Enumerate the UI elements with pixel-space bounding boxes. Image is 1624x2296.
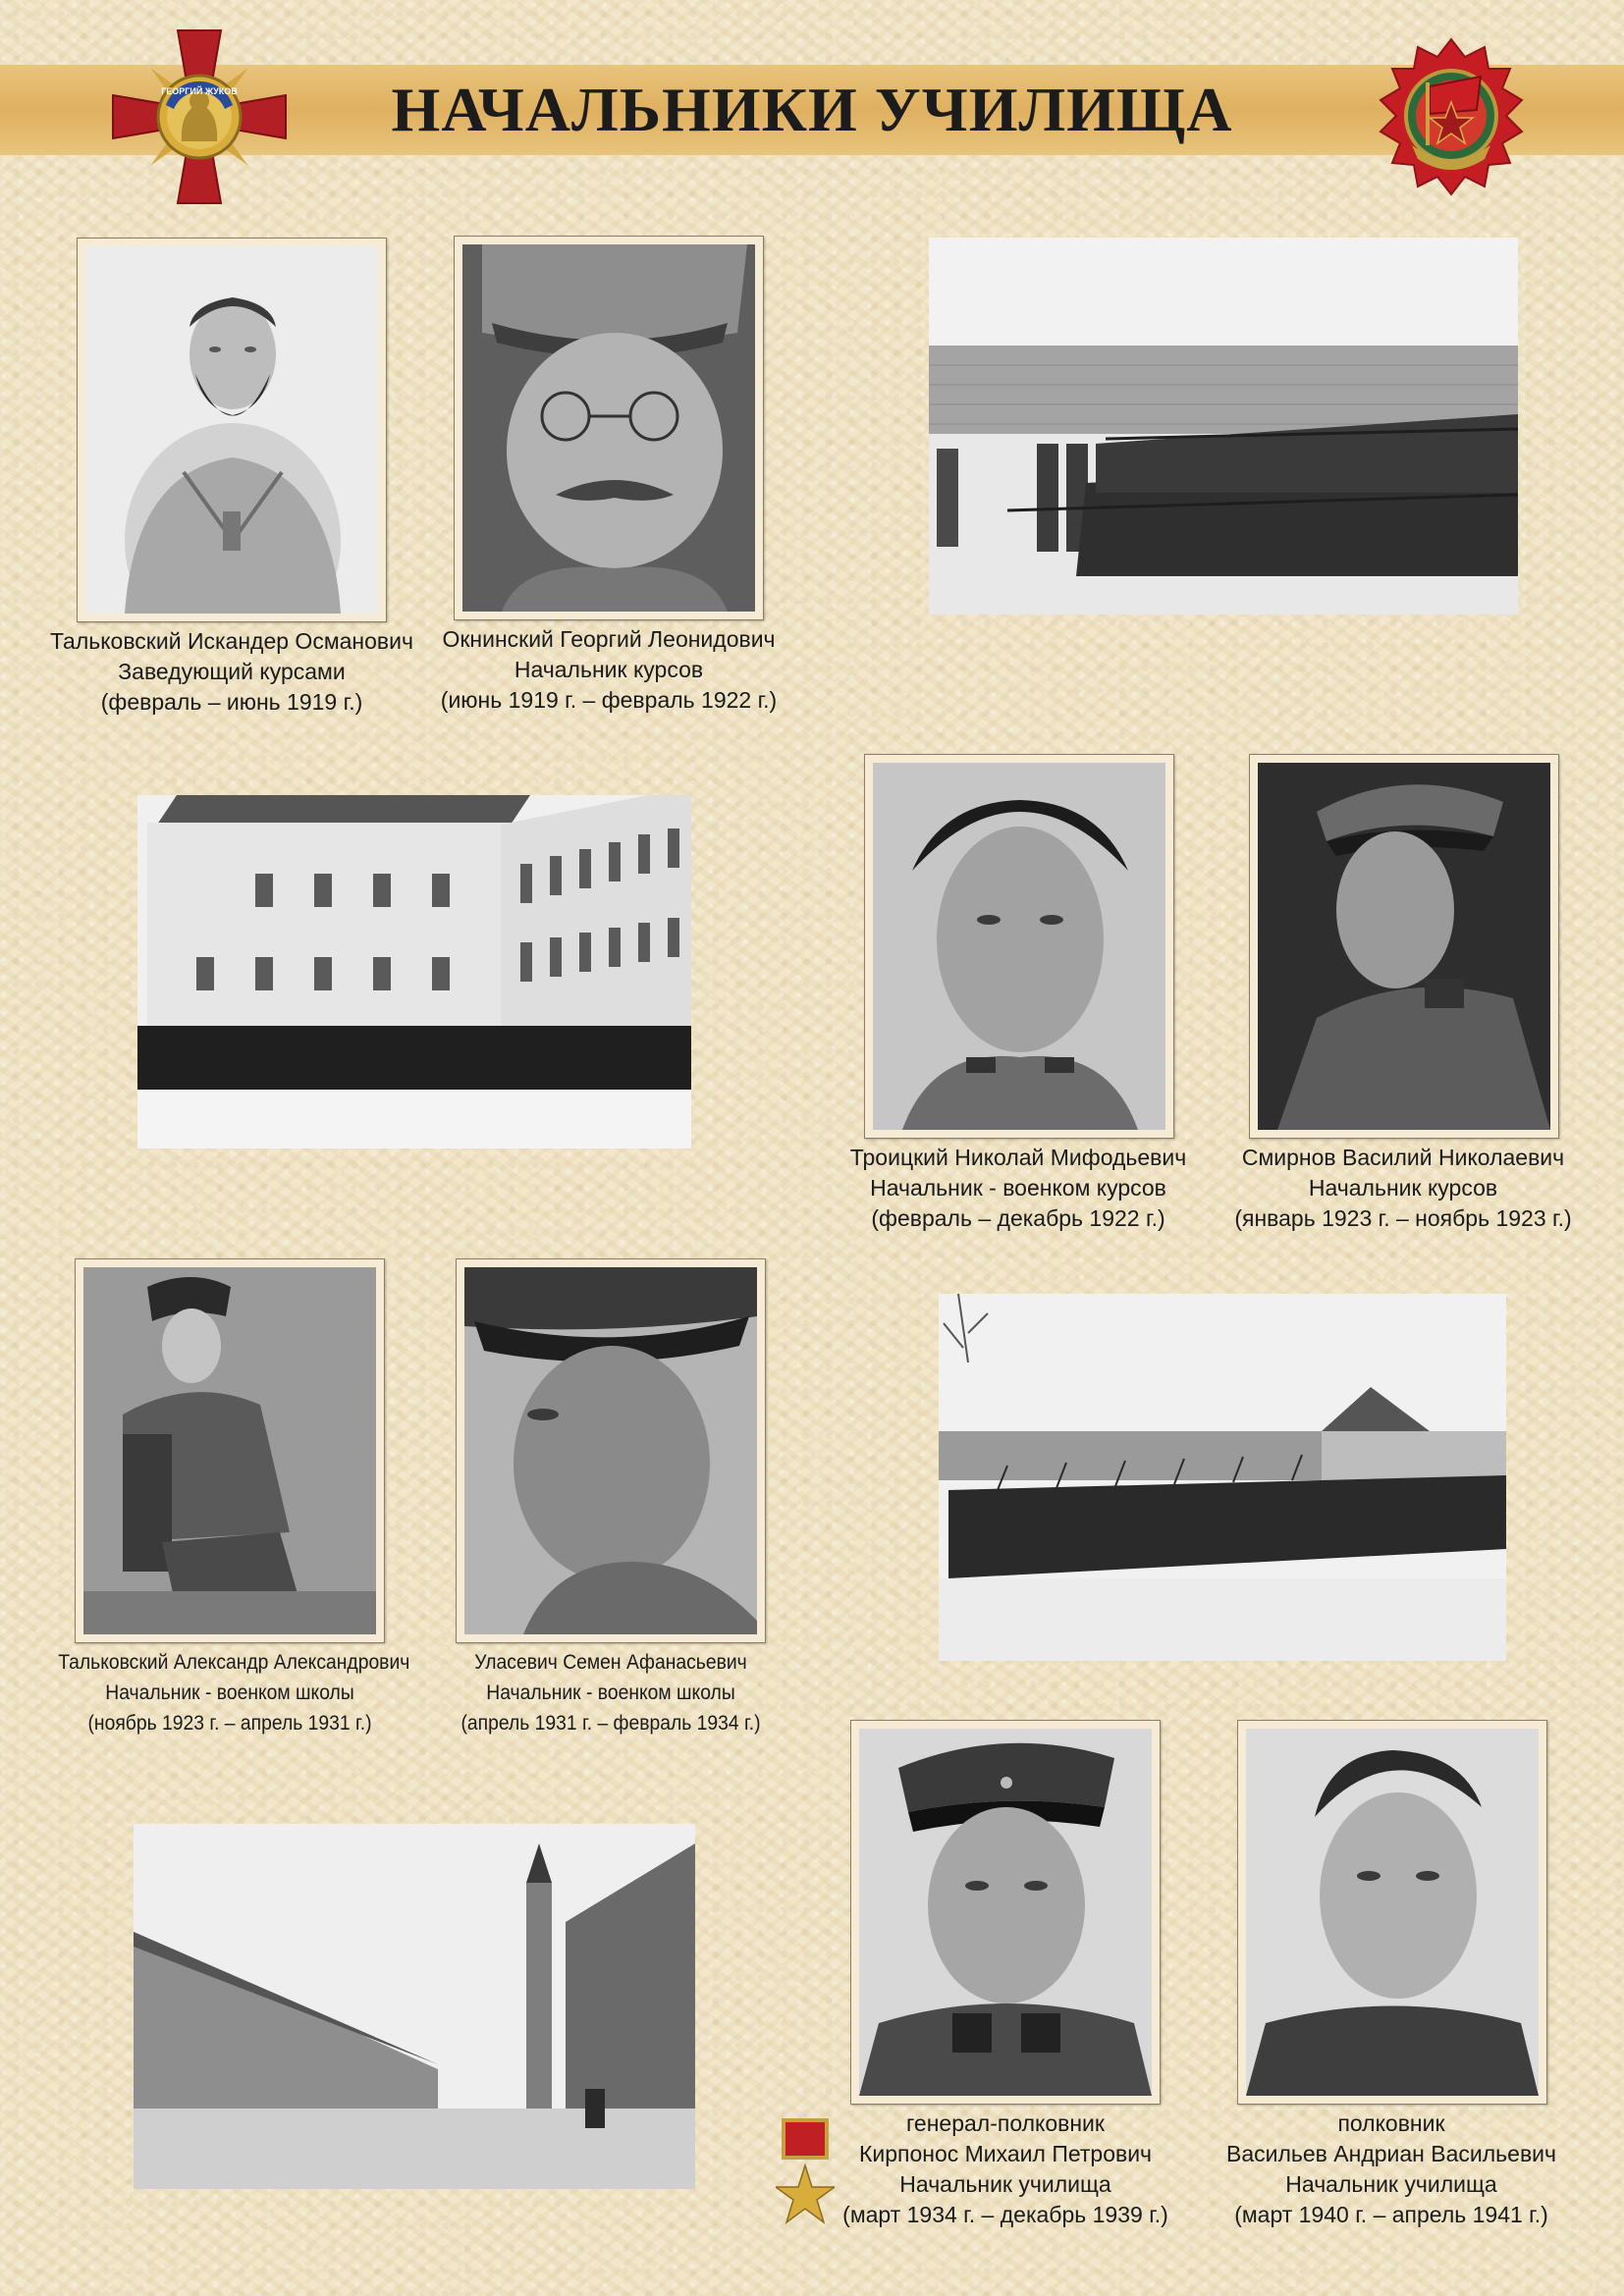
- portrait-photo: [464, 1267, 757, 1634]
- portrait-photo: [462, 244, 755, 612]
- portrait-photo: [85, 246, 378, 614]
- portrait-caption: генерал-полковник Кирпонос Михаил Петрович Начальник училища (март 1934 г. – декабрь 1939 г.): [842, 2110, 1168, 2227]
- page-title: НАЧАЛЬНИКИ УЧИЛИЩА: [391, 75, 1233, 144]
- portrait-frame: [77, 238, 387, 622]
- cadets-parade-photo: [939, 1294, 1506, 1661]
- portrait-caption: Окнинский Георгий Леонидович Начальник курсов (июнь 1919 г. – февраль 1922 г.): [440, 626, 778, 713]
- portrait-frame: [454, 236, 764, 620]
- portrait-caption: Тальковский Александр Александрович Начальник - военком школы (ноябрь 1923 г. – апрель 1931 г.): [58, 1651, 410, 1735]
- portrait-photo: [1258, 763, 1550, 1130]
- order-cross-emblem: [108, 26, 291, 208]
- red-banner-order-emblem: [1373, 27, 1530, 214]
- portrait-frame: [75, 1258, 385, 1643]
- portrait-photo: [1246, 1729, 1539, 2096]
- svg-text:ГЕОРГИЙ ЖУКОВ: ГЕОРГИЙ ЖУКОВ: [161, 86, 238, 96]
- hero-star-medal-icon: [776, 2116, 835, 2234]
- portrait-caption: Троицкий Николай Мифодьевич Начальник - военком курсов (февраль – декабрь 1922 г.): [849, 1145, 1187, 1231]
- portrait-photo: [859, 1729, 1152, 2096]
- school-street-photo: [134, 1824, 695, 2189]
- portrait-photo: [873, 763, 1165, 1130]
- cadets-firing-line-photo: [929, 238, 1518, 614]
- portrait-frame: [456, 1258, 766, 1643]
- portrait-photo: [83, 1267, 376, 1634]
- portrait-caption: Смирнов Василий Николаевич Начальник курсов (январь 1923 г. – ноябрь 1923 г.): [1234, 1145, 1572, 1231]
- school-building-formation-photo: [137, 795, 691, 1148]
- portrait-frame: [850, 1720, 1161, 2105]
- portrait-caption: полковник Васильев Андриан Васильевич Начальник училища (март 1940 г. – апрель 1941 г.): [1226, 2110, 1556, 2227]
- portrait-frame: [1237, 1720, 1547, 2105]
- portrait-frame: [1249, 754, 1559, 1139]
- portrait-caption: Тальковский Искандер Османович Заведующий курсами (февраль – июнь 1919 г.): [50, 628, 413, 715]
- portrait-frame: [864, 754, 1174, 1139]
- portrait-caption: Уласевич Семен Афанасьевич Начальник - военком школы (апрель 1931 г. – февраль 1934 г.): [460, 1651, 761, 1735]
